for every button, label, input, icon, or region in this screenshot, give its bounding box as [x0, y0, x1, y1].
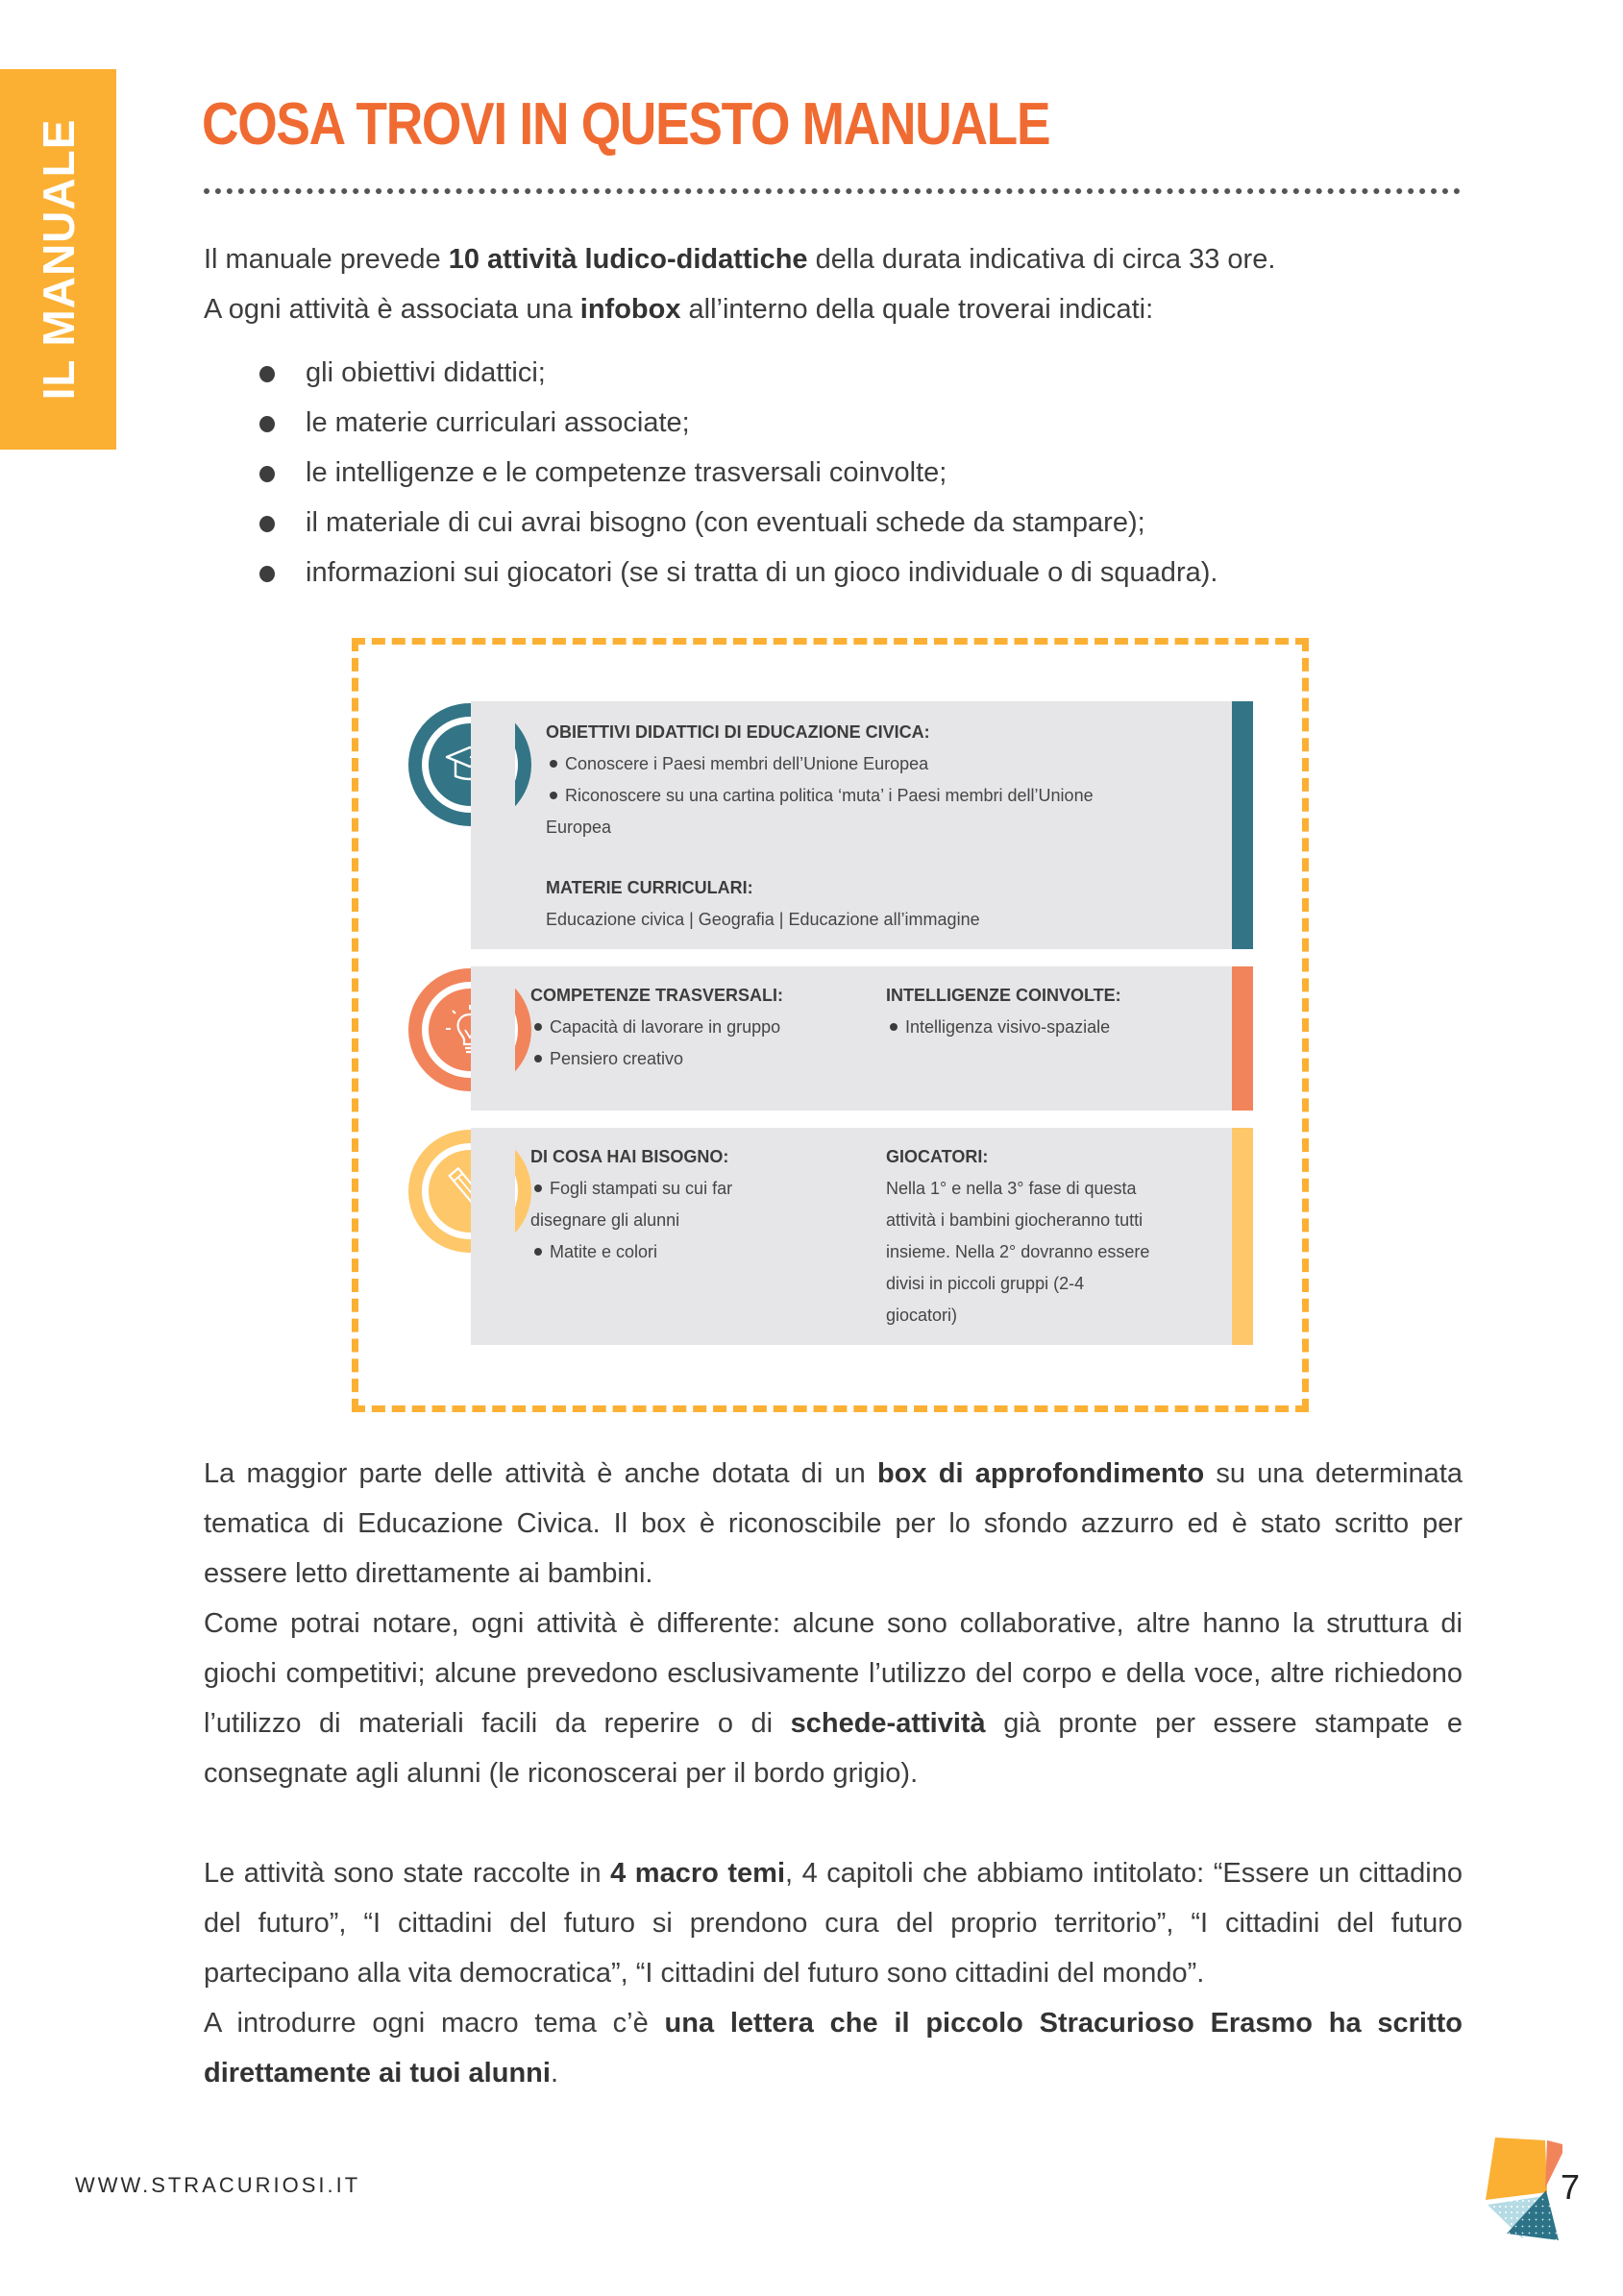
paragraph-macro-themes: Le attività sono state raccolte in 4 macro temi, 4 capitoli che abbiamo intitolato: “Essere un cittadino del futuro”, “I cittadini del futuro si prendono cura del proprio territorio”, “I cittadini del futuro partecipano alla vita democratica”, “I cittadini del futuro sono cittadini del mondo”. [204, 1858, 1463, 1989]
intelligences-heading: INTELLIGENZE COINVOLTE: [886, 986, 1121, 1005]
players-line: insieme. Nella 2° dovranno essere [886, 1242, 1150, 1261]
bullet-icon [259, 466, 275, 482]
players-line: giocatori) [886, 1306, 958, 1325]
list-item: gli obiettivi didattici; [259, 348, 1217, 398]
skills-heading: COMPETENZE TRASVERSALI: [530, 986, 784, 1005]
section-tab [0, 69, 116, 450]
subjects-list: Educazione civica | Geografia | Educazione all’immagine [546, 910, 980, 929]
paragraph-letter: A introdurre ogni macro tema c’è una lettera che il piccolo Stracurioso Erasmo ha scritto direttamente ai tuoi alunni. [204, 2008, 1463, 2088]
infobox-card-skills [471, 966, 1253, 1111]
material-item: Fogli stampati su cui far [530, 1173, 876, 1205]
skill-item: Capacità di lavorare in gruppo [530, 1012, 876, 1043]
card-accent-stripe [1232, 701, 1253, 949]
card-accent-stripe [1232, 966, 1253, 1111]
section-tab-label: IL MANUALE [33, 118, 84, 401]
objectives-heading: OBIETTIVI DIDATTICI DI EDUCAZIONE CIVICA: [546, 722, 930, 742]
material-item-continuation: disegnare gli alunni [530, 1210, 680, 1230]
subjects-heading: MATERIE CURRICULARI: [546, 878, 753, 897]
infobox-card-materials [471, 1128, 1253, 1345]
list-item: il materiale di cui avrai bisogno (con eventuali schede da stampare); [259, 498, 1217, 548]
title-divider [204, 188, 1461, 194]
objective-item: Riconoscere su una cartina politica ‘muta’ i Paesi membri dell’Unione [546, 780, 1199, 812]
card-accent-stripe [1232, 1128, 1253, 1345]
bullet-icon [550, 760, 557, 768]
bullet-icon [534, 1248, 542, 1256]
bullet-icon [259, 516, 275, 532]
players-heading: GIOCATORI: [886, 1147, 989, 1166]
page-number: 7 [1561, 2167, 1581, 2207]
bullet-icon [890, 1023, 898, 1031]
bullet-icon [259, 366, 275, 382]
intro-line-2: A ogni attività è associata una infobox all’interno della quale troverai indicati: [204, 294, 1154, 325]
intelligence-item: Intelligenza visivo-spaziale [886, 1012, 1203, 1043]
list-item: le materie curriculari associate; [259, 398, 1217, 448]
materials-heading: DI COSA HAI BISOGNO: [530, 1147, 729, 1166]
page-title: COSA TROVI IN QUESTO MANUALE [202, 91, 1050, 158]
bullet-icon [534, 1023, 542, 1031]
players-line: attività i bambini giocheranno tutti [886, 1210, 1143, 1230]
list-item: le intelligenze e le competenze trasversali coinvolte; [259, 448, 1217, 498]
website-link[interactable]: WWW.STRACURIOSI.IT [75, 2173, 361, 2197]
objective-item: Conoscere i Paesi membri dell’Unione Europea [546, 748, 1199, 780]
skill-item: Pensiero creativo [530, 1043, 876, 1075]
bullet-icon [534, 1185, 542, 1192]
bullet-icon [259, 416, 275, 432]
players-line: divisi in piccoli gruppi (2-4 [886, 1274, 1085, 1293]
material-item: Matite e colori [530, 1236, 876, 1268]
bullet-icon [259, 566, 275, 582]
infobox-card-objectives [471, 701, 1253, 949]
bullet-icon [550, 792, 557, 799]
infobox-contents-list [259, 348, 1217, 598]
players-line: Nella 1° e nella 3° fase di questa [886, 1179, 1137, 1198]
list-item: informazioni sui giocatori (se si tratta di un gioco individuale o di squadra). [259, 548, 1217, 598]
stracuriosi-logo-icon [1486, 2123, 1562, 2243]
bullet-icon [534, 1055, 542, 1063]
paragraph-activities: Come potrai notare, ogni attività è differente: alcune sono collaborative, altre hanno la struttura di giochi competitivi; alcune prevedono esclusivamente l’utilizzo del corpo e della voce, altre richiedono l’utilizzo di materiali facili da reperire o di schede-attività già pronte per essere stampate e consegnate agli alunni (le riconoscerai per il bordo grigio). [204, 1608, 1463, 1789]
objective-item-continuation: Europea [546, 818, 612, 837]
intro-line-1: Il manuale prevede 10 attività ludico-didattiche della durata indicativa di circa 33 ore. [204, 244, 1276, 275]
paragraph-deepening-box: La maggior parte delle attività è anche dotata di un box di approfondimento su una determinata tematica di Educazione Civica. Il box è riconoscibile per lo sfondo azzurro ed è stato scritto per essere letto direttamente ai bambini. [204, 1458, 1463, 1589]
